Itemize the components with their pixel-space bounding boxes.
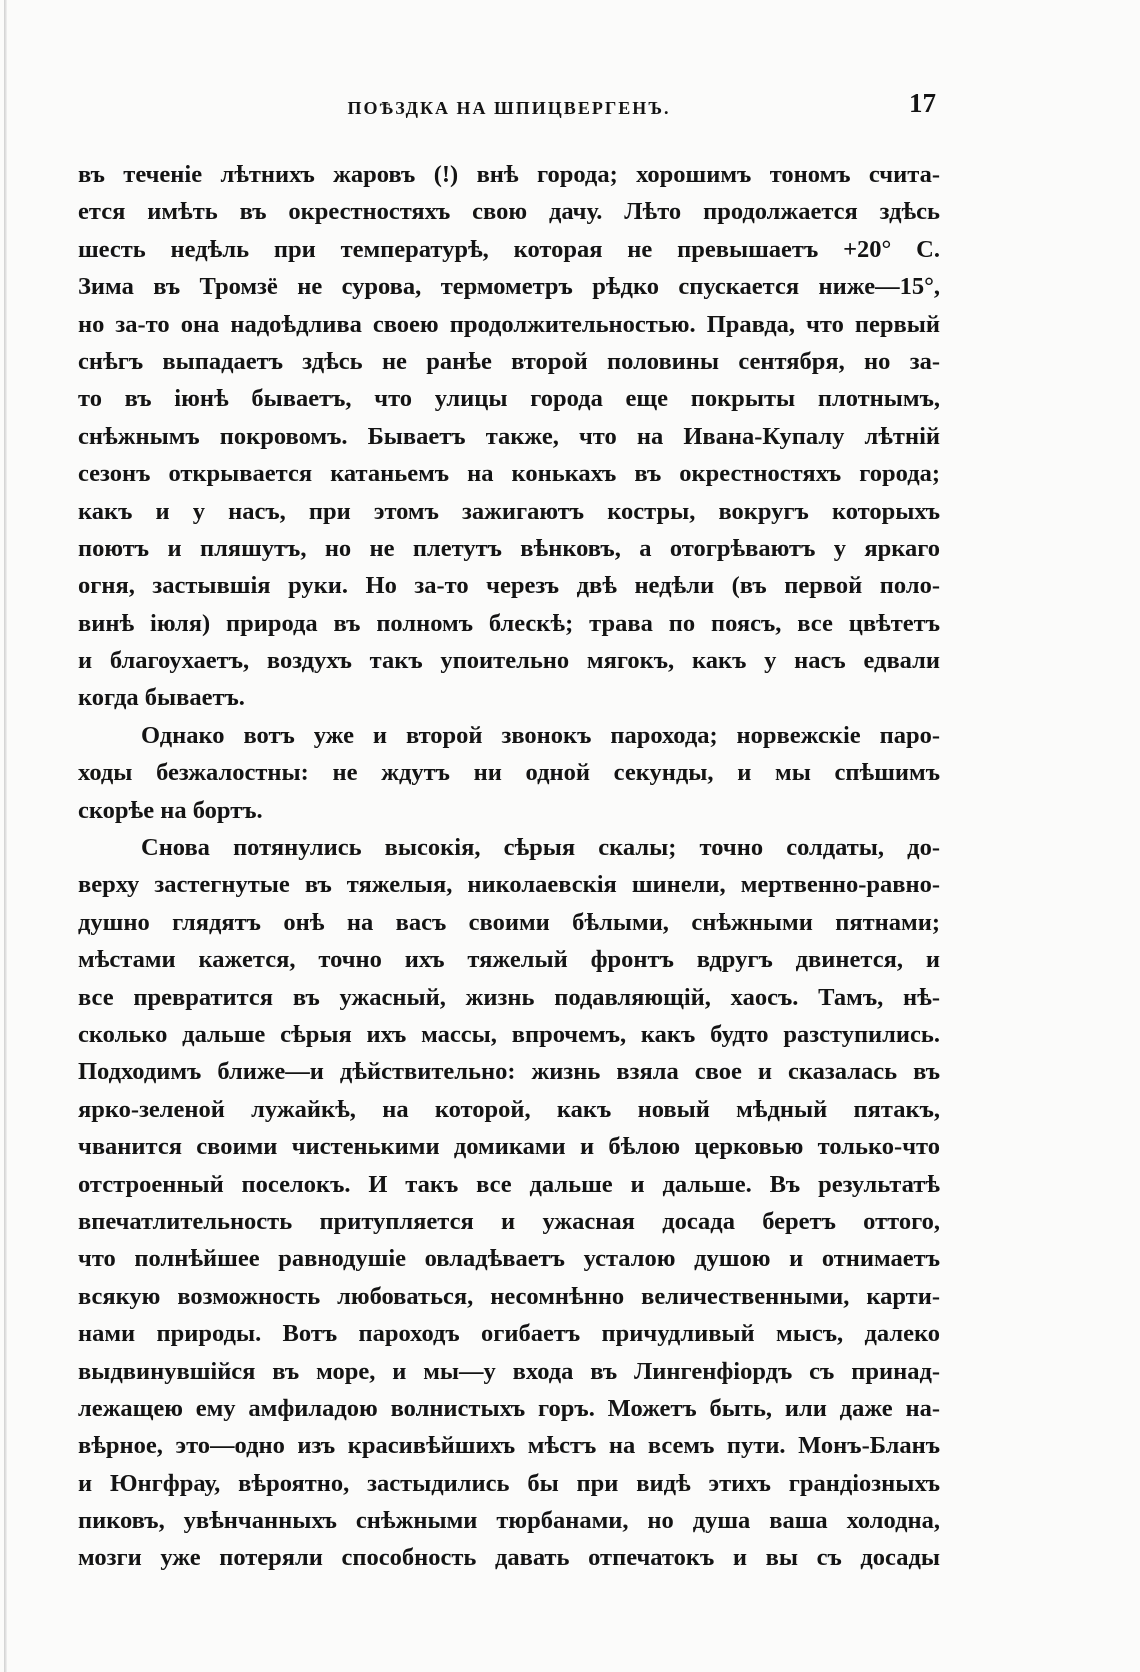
text-line: мѣстами кажется, точно ихъ тяжелый фронтъ вдругъ двинется, и: [78, 946, 940, 974]
text-line: душно глядятъ онѣ на васъ своими бѣлыми, снѣжными пятнами;: [78, 908, 940, 936]
text-line: въ теченіе лѣтнихъ жаровъ (!) внѣ города; хорошимъ тономъ счита-: [78, 161, 940, 188]
paragraph-first-line: Снова потянулись высокія, сѣрыя скалы; точно солдаты, до-: [141, 834, 940, 862]
running-title: ПОѢЗДКА НА ШПИЦВЕРГЕНЪ.: [347, 98, 671, 118]
text-line: все превратится въ ужасный, жизнь подавляющій, хаосъ. Тамъ, нѣ-: [78, 983, 940, 1011]
text-line: отстроенный поселокъ. И такъ все дальше и дальше. Въ результатѣ: [78, 1170, 940, 1198]
text-line: чванится своими чистенькими домиками и бѣлою церковью только-что: [78, 1133, 940, 1161]
paragraph-first-line: Однако вотъ уже и второй звонокъ парохода; норвежскіе паро-: [141, 721, 940, 749]
text-line: ется имѣть въ окрестностяхъ свою дачу. Лѣто продолжается здѣсь: [78, 198, 940, 226]
text-line: всякую возможность любоваться, несомнѣнно величественными, карти-: [78, 1282, 940, 1310]
text-line: верху застегнутые въ тяжелыя, николаевскія шинели, мертвенно-равно-: [78, 871, 940, 899]
text-line: мозги уже потеряли способность давать отпечатокъ и вы съ досады: [78, 1544, 940, 1572]
text-line: и Юнгфрау, вѣроятно, застыдились бы при видѣ этихъ грандіозныхъ: [78, 1469, 940, 1497]
text-line: Подходимъ ближе—и дѣйствительно: жизнь взяла свое и сказалась въ: [78, 1058, 940, 1086]
text-line: выдвинувшійся въ море, и мы—у входа въ Лингенфіордъ съ принад-: [78, 1357, 940, 1385]
page-number: 17: [909, 88, 936, 118]
paragraph-last-line: когда бываетъ.: [78, 684, 245, 712]
text-line: вѣрное, это—одно изъ красивѣйшихъ мѣстъ на всемъ пути. Монъ-Бланъ: [78, 1432, 940, 1460]
text-line: пиковъ, увѣнчанныхъ снѣжными тюрбанами, но душа ваша холодна,: [78, 1507, 940, 1535]
text-line: лежащею ему амфиладою волнистыхъ горъ. Можетъ быть, или даже на-: [78, 1394, 940, 1422]
paragraph-last-line: скорѣе на бортъ.: [78, 796, 263, 824]
text-line: ходы безжалостны: не ждутъ ни одной секунды, и мы спѣшимъ: [78, 759, 940, 787]
text-line: впечатлительность притупляется и ужасная досада беретъ оттого,: [78, 1207, 940, 1235]
text-line: сколько дальше сѣрыя ихъ массы, впрочемъ, какъ будто разступились.: [78, 1020, 940, 1048]
text-line: снѣжнымъ покровомъ. Бываетъ также, что на Ивана-Купалу лѣтній: [78, 422, 940, 450]
text-line: ярко-зеленой лужайкѣ, на которой, какъ новый мѣдный пятакъ,: [78, 1095, 940, 1123]
body-text: [78, 156, 940, 1577]
text-line: но за-то она надоѣдлива своею продолжительностью. Правда, что первый: [78, 310, 940, 338]
text-line: сезонъ открывается катаньемъ на конькахъ въ окрестностяхъ города;: [78, 460, 940, 488]
text-line: нами природы. Вотъ пароходъ огибаетъ причудливый мысъ, далеко: [78, 1320, 940, 1348]
text-line: поютъ и пляшутъ, но не плетутъ вѣнковъ, а отогрѣваютъ у яркаго: [78, 534, 940, 562]
page-edge: [4, 0, 7, 1672]
text-line: винѣ іюля) природа въ полномъ блескѣ; трава по поясъ, все цвѣтетъ: [78, 609, 940, 637]
text-line: какъ и у насъ, при этомъ зажигаютъ костры, вокругъ которыхъ: [78, 497, 940, 525]
text-line: что полнѣйшее равнодушіе овладѣваетъ усталою душою и отнимаетъ: [78, 1245, 940, 1273]
text-line: снѣгъ выпадаетъ здѣсь не ранѣе второй половины сентября, но за-: [78, 347, 940, 375]
text-line: огня, застывшія руки. Но за-то черезъ двѣ недѣли (въ первой поло-: [78, 572, 940, 600]
page-header: [78, 88, 940, 128]
text-line: шесть недѣль при температурѣ, которая не превышаетъ +20° С.: [78, 235, 940, 263]
text-line: то въ іюнѣ бываетъ, что улицы города еще покрыты плотнымъ,: [78, 385, 940, 413]
text-line: Зима въ Тромзё не сурова, термометръ рѣдко спускается ниже—15°,: [78, 273, 940, 301]
text-line: и благоухаетъ, воздухъ такъ упоительно мягокъ, какъ у насъ едвали: [78, 647, 940, 675]
